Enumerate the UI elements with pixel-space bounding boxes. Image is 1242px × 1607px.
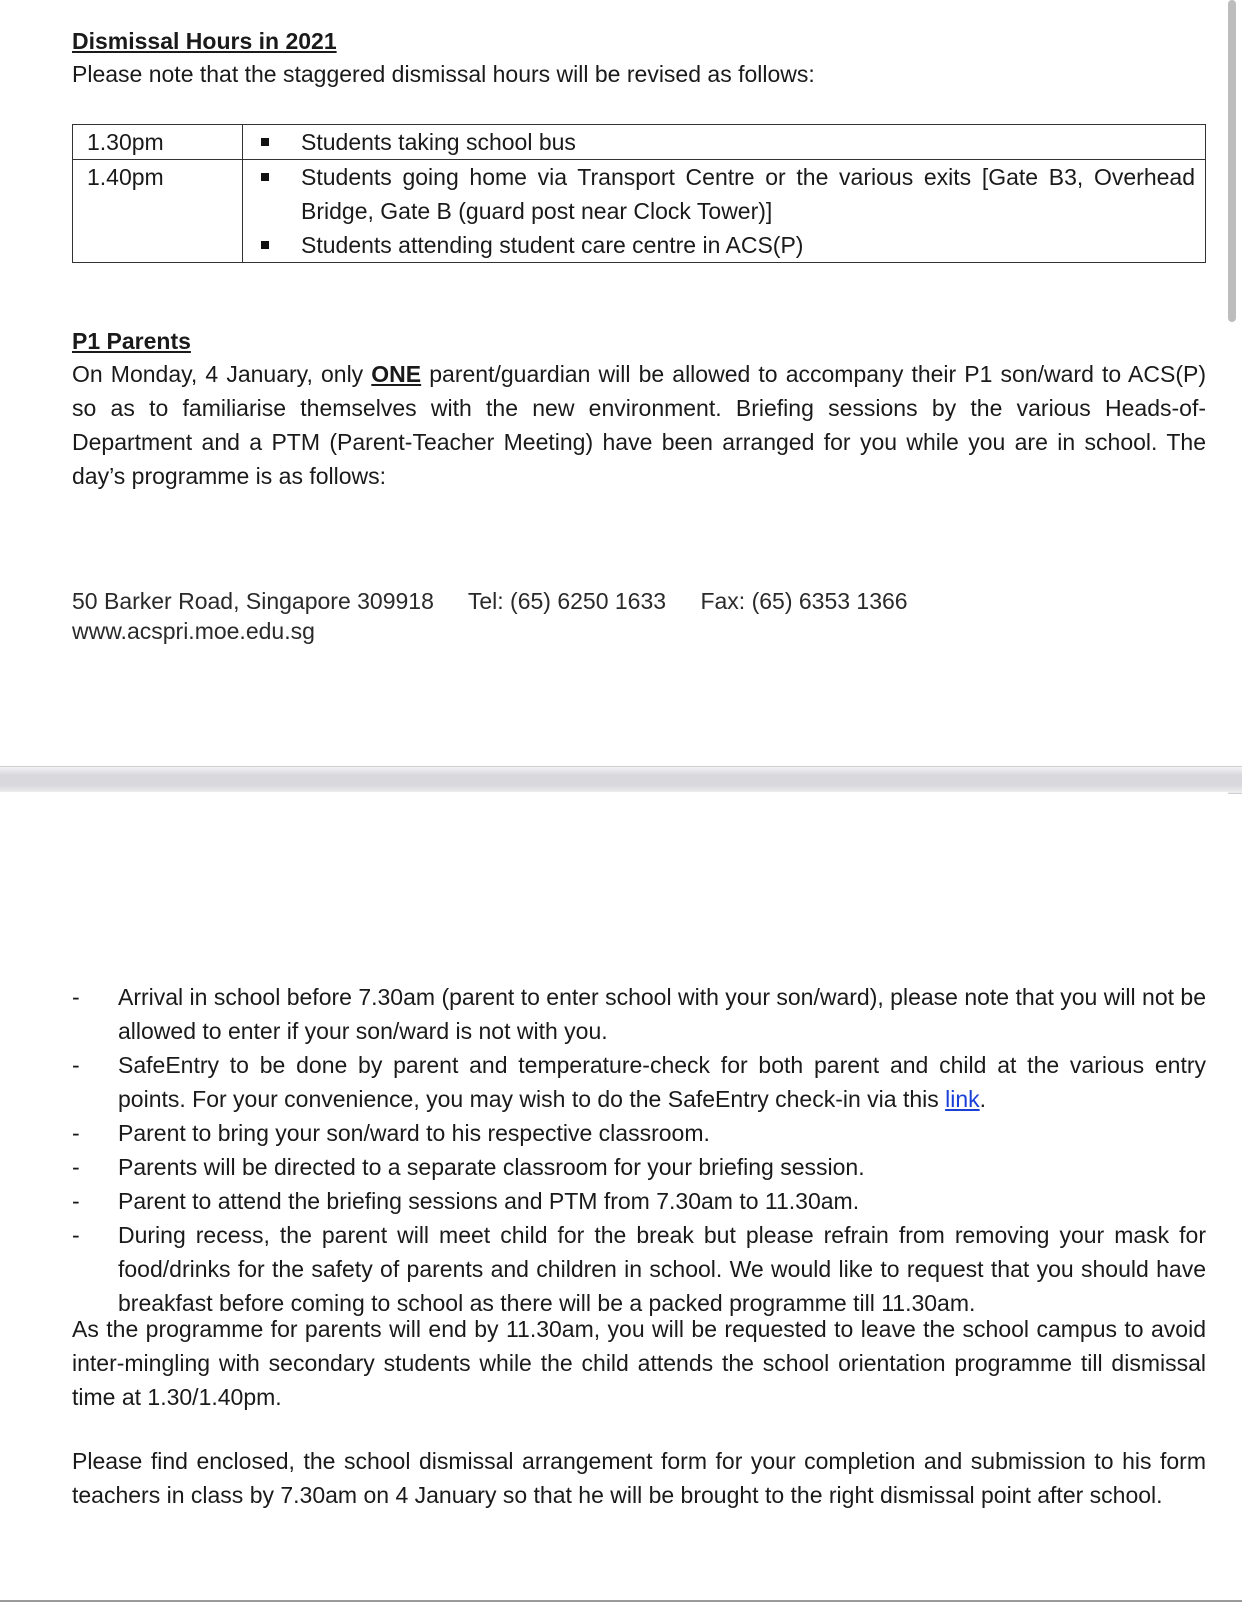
list-item: - Parents will be directed to a separate classroom for your briefing session. xyxy=(72,1154,865,1180)
dismissal-time: 1.40pm xyxy=(73,160,243,263)
page-bottom-edge xyxy=(0,1600,1242,1602)
school-website: www.acspri.moe.edu.sg xyxy=(72,618,315,644)
dismissal-time: 1.30pm xyxy=(73,125,243,160)
closing-paragraph-1: As the programme for parents will end by 11.30am, you will be requested to leave the school campus to avoid inter-mingling with secondary students while the child attends the school orientation programme till dismissal time at 1.30/1.40pm. xyxy=(72,1316,1206,1410)
document-page-1 xyxy=(0,0,1228,766)
dismissal-heading: Dismissal Hours in 2021 xyxy=(72,28,337,54)
dismissal-groups xyxy=(243,125,1206,160)
safeentry-link[interactable]: link xyxy=(945,1086,980,1112)
list-item: - Parent to attend the briefing sessions and PTM from 7.30am to 11.30am. xyxy=(72,1188,860,1214)
dismissal-groups xyxy=(243,160,1206,263)
p1-heading: P1 Parents xyxy=(72,328,191,354)
list-item: - Parent to bring your son/ward to his respective classroom. xyxy=(72,1120,710,1146)
list-item: - Arrival in school before 7.30am (parent to enter school with your son/ward), please note that you will not be allowed to enter if your son/ward is not with you. xyxy=(72,984,1206,1044)
dismissal-intro: Please note that the staggered dismissal hours will be revised as follows: xyxy=(72,61,815,87)
school-fax: Fax: (65) 6353 1366 xyxy=(700,588,908,614)
programme-list xyxy=(72,980,1206,1320)
emphasis-one: ONE xyxy=(371,361,422,387)
school-tel: Tel: (65) 6250 1633 xyxy=(467,588,667,614)
table-row xyxy=(73,125,1206,160)
page-separator xyxy=(0,766,1242,794)
vertical-scrollbar[interactable] xyxy=(1228,0,1236,322)
list-item: - SafeEntry to be done by parent and temperature-check for both parent and child at the various entry points. For your convenience, you may wish to do the SafeEntry check-in via this link. xyxy=(72,1052,1206,1112)
list-item: Students taking school bus xyxy=(257,125,1195,159)
square-bullet-icon xyxy=(261,173,269,181)
school-address: 50 Barker Road, Singapore 309918 xyxy=(72,588,434,614)
list-item: - During recess, the parent will meet child for the break but please refrain from removing your mask for food/drinks for the safety of parents and children in school. We would like to request that you should have breakfast before coming to school as there will be a packed programme till 11.30am. xyxy=(72,1222,1206,1316)
p1-paragraph: On Monday, 4 January, only ONE parent/guardian will be allowed to accompany their P1 son/ward to ACS(P) so as to familiarise themselves with the new environment. Briefing sessions by the various Heads-of-Department and a PTM (Parent-Teacher Meeting) have been arranged for you while you are in school. The day’s programme is as follows: xyxy=(72,361,1206,489)
list-item: Students attending student care centre in ACS(P) xyxy=(257,228,1195,262)
table-row xyxy=(73,160,1206,263)
square-bullet-icon xyxy=(261,241,269,249)
dismissal-table xyxy=(72,124,1206,263)
school-address-block xyxy=(72,586,908,646)
list-item: Students going home via Transport Centre or the various exits [Gate B3, Overhead Bridge, Gate B (guard post near Clock Tower)] xyxy=(257,160,1195,228)
square-bullet-icon xyxy=(261,138,269,146)
closing-paragraph-2: Please find enclosed, the school dismissal arrangement form for your completion and submission to his form teachers in class by 7.30am on 4 January so that he will be brought to the right dismissal point after school. xyxy=(72,1448,1206,1508)
